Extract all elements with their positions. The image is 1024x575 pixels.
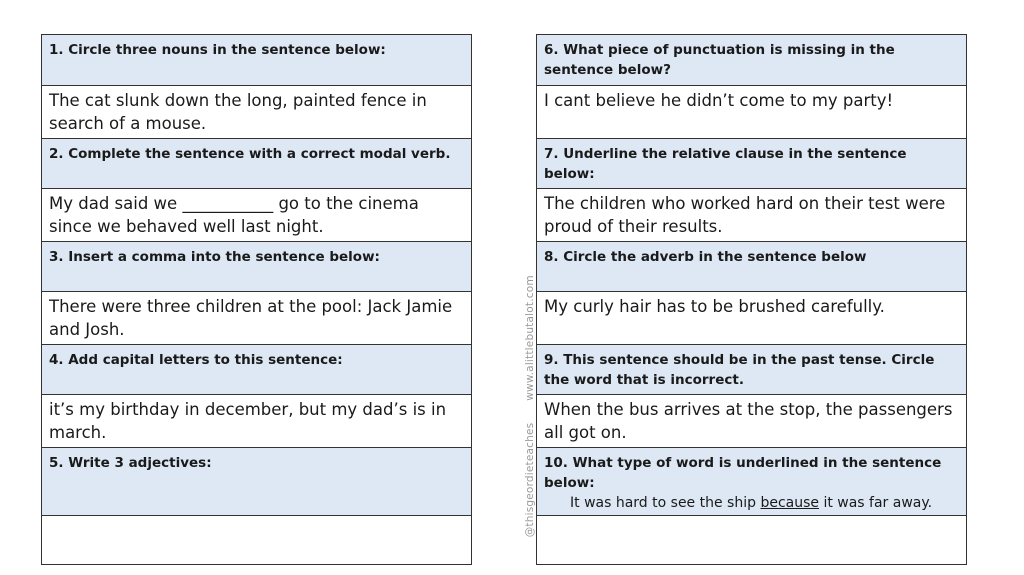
answer-4: it’s my birthday in december, but my dad’s is in march. xyxy=(42,394,471,447)
example-before: It was hard to see the ship xyxy=(570,495,761,511)
answer-3: There were three children at the pool: Jack Jamie and Josh. xyxy=(42,291,471,344)
example-underlined-word: because xyxy=(760,495,819,511)
answer-7: The children who worked hard on their test were proud of their results. xyxy=(537,188,966,241)
answer-8: My curly hair has to be brushed carefully. xyxy=(537,291,966,344)
answer-5[interactable] xyxy=(42,515,471,564)
answer-10[interactable] xyxy=(537,515,966,564)
question-9: 9. This sentence should be in the past tense. Circle the word that is incorrect. xyxy=(537,344,966,394)
answer-6: I cant believe he didn’t come to my party! xyxy=(537,85,966,138)
question-4: 4. Add capital letters to this sentence: xyxy=(42,344,471,394)
question-1: 1. Circle three nouns in the sentence below: xyxy=(42,35,471,85)
answer-2: My dad said we ___________ go to the cinema since we behaved well last night. xyxy=(42,188,471,241)
website-watermark: www.alittlebutalot.com xyxy=(524,275,536,401)
question-10-example xyxy=(544,493,959,513)
question-6: 6. What piece of punctuation is missing in the sentence below? xyxy=(537,35,966,85)
left-question-table xyxy=(41,34,472,565)
answer-1: The cat slunk down the long, painted fence in search of a mouse. xyxy=(42,85,471,138)
answer-9: When the bus arrives at the stop, the passengers all got on. xyxy=(537,394,966,447)
question-5: 5. Write 3 adjectives: xyxy=(42,447,471,515)
question-10-text: 10. What type of word is underlined in the sentence below: xyxy=(544,455,942,491)
question-10 xyxy=(537,447,966,515)
right-question-table xyxy=(536,34,967,565)
question-3: 3. Insert a comma into the sentence below: xyxy=(42,241,471,291)
social-handle-watermark: @thisgeordieteaches xyxy=(524,422,536,538)
question-7: 7. Underline the relative clause in the sentence below: xyxy=(537,138,966,188)
example-after: it was far away. xyxy=(819,495,933,511)
question-8: 8. Circle the adverb in the sentence below xyxy=(537,241,966,291)
question-2: 2. Complete the sentence with a correct modal verb. xyxy=(42,138,471,188)
